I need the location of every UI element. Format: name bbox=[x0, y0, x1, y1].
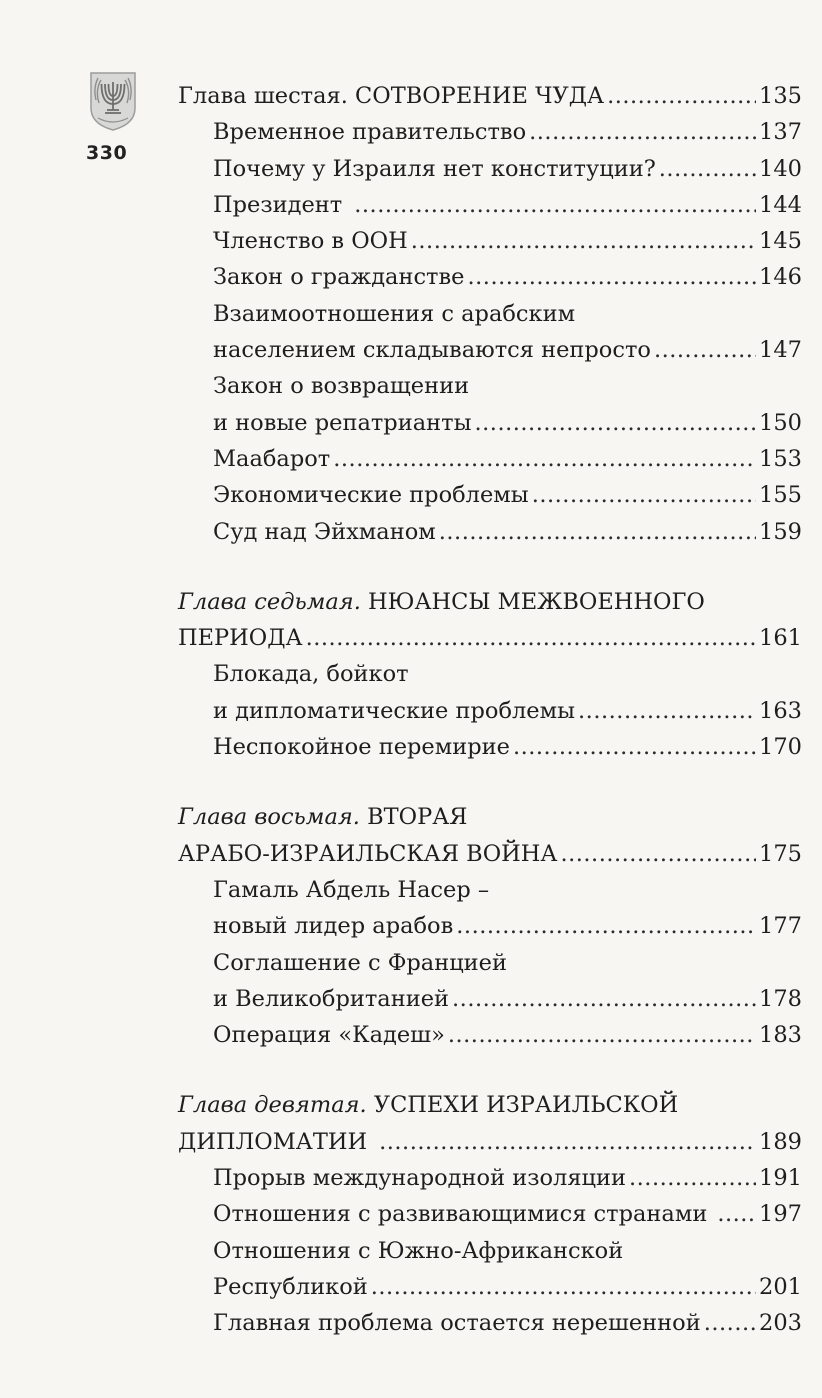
toc-entry-title: Соглашение с Францией bbox=[213, 949, 507, 976]
toc-entry bbox=[178, 729, 802, 765]
toc-entry-title: новый лидер арабов bbox=[213, 913, 454, 940]
toc-entry bbox=[178, 908, 802, 944]
toc-page-number: 135 bbox=[759, 83, 802, 109]
toc-leader-dots bbox=[456, 908, 756, 944]
toc-leader-dots bbox=[578, 693, 756, 729]
toc-entry-line bbox=[178, 872, 802, 908]
toc-page-number: 140 bbox=[759, 155, 802, 182]
toc-leader-dots bbox=[654, 332, 756, 368]
toc-entry-line bbox=[178, 945, 802, 981]
toc-page-number: 146 bbox=[759, 264, 802, 291]
toc-entry-line bbox=[178, 368, 802, 404]
toc-leader-dots bbox=[411, 223, 756, 259]
toc-entry-title: Главная проблема остается нерешенной bbox=[213, 1310, 701, 1337]
toc-entry-title: Гамаль Абдель Насер – bbox=[213, 876, 490, 903]
toc-entry bbox=[178, 514, 802, 550]
toc-entry bbox=[178, 1017, 802, 1053]
toc-entry bbox=[178, 477, 802, 513]
toc-chapter-8 bbox=[178, 836, 802, 872]
toc-leader-dots bbox=[452, 981, 756, 1017]
toc-chapter-7-line-1 bbox=[178, 584, 802, 620]
toc-entry-title: Почему у Израиля нет конституции? bbox=[213, 155, 656, 182]
toc-leader-dots bbox=[468, 259, 757, 295]
toc-chapter-6 bbox=[178, 78, 802, 114]
toc-page-number: 203 bbox=[759, 1310, 802, 1337]
toc-leader-dots bbox=[629, 1160, 756, 1196]
toc-page-number: 153 bbox=[759, 445, 802, 472]
toc-page-number: 147 bbox=[759, 337, 802, 364]
toc-chapter-label: Глава восьмая. bbox=[178, 804, 360, 831]
toc-page-number: 159 bbox=[759, 518, 802, 545]
table-of-contents bbox=[178, 78, 802, 1342]
toc-entry-title: и дипломатические проблемы bbox=[213, 697, 576, 724]
toc-leader-dots bbox=[379, 1124, 756, 1160]
toc-leader-dots bbox=[306, 620, 756, 656]
toc-page-number: 183 bbox=[759, 1022, 802, 1049]
toc-leader-dots bbox=[560, 836, 756, 872]
toc-page-number: 175 bbox=[759, 840, 802, 867]
toc-entry-title: Прорыв международной изоляции bbox=[213, 1165, 626, 1192]
toc-chapter-8-line-1 bbox=[178, 799, 802, 835]
toc-entry bbox=[178, 1160, 802, 1196]
toc-entry-title: Членство в ООН bbox=[213, 228, 408, 255]
toc-entry-title: Республикой bbox=[213, 1273, 368, 1300]
page-number: 330 bbox=[86, 142, 128, 164]
toc-page-number: 161 bbox=[759, 625, 802, 652]
toc-page-number: 177 bbox=[759, 913, 802, 940]
toc-leader-dots bbox=[448, 1017, 756, 1053]
toc-leader-dots bbox=[532, 477, 756, 513]
toc-leader-dots bbox=[659, 151, 756, 187]
toc-leader-dots bbox=[607, 78, 756, 114]
toc-leader-dots bbox=[354, 187, 756, 223]
toc-entry bbox=[178, 151, 802, 187]
toc-chapter-9 bbox=[178, 1124, 802, 1160]
toc-leader-dots bbox=[513, 729, 756, 765]
toc-entry-title: населением складываются непросто bbox=[213, 337, 651, 364]
toc-chapter-9-line-1 bbox=[178, 1087, 802, 1123]
toc-entry-title: Суд над Эйхманом bbox=[213, 518, 436, 545]
toc-leader-dots bbox=[474, 405, 756, 441]
toc-page-number: 137 bbox=[759, 119, 802, 146]
toc-entry-title: Закон о гражданстве bbox=[213, 264, 465, 291]
toc-entry-title: Закон о возвращении bbox=[213, 373, 470, 400]
toc-page-number: 150 bbox=[759, 409, 802, 436]
toc-entry bbox=[178, 405, 802, 441]
toc-chapter-7 bbox=[178, 620, 802, 656]
toc-chapter-title: Глава шестая. СОТВОРЕНИЕ ЧУДА bbox=[178, 83, 605, 109]
toc-entry bbox=[178, 332, 802, 368]
toc-page-number: 155 bbox=[759, 482, 802, 509]
toc-entry bbox=[178, 981, 802, 1017]
toc-chapter-title-part: НЮАНСЫ МЕЖВОЕННОГО bbox=[368, 588, 705, 615]
toc-page-number: 178 bbox=[759, 985, 802, 1012]
toc-entry bbox=[178, 1196, 802, 1232]
toc-entry-title: Экономические проблемы bbox=[213, 482, 529, 509]
toc-entry-title: Блокада, бойкот bbox=[213, 661, 409, 688]
toc-entry-title: Операция «Кадеш» bbox=[213, 1022, 445, 1049]
toc-entry bbox=[178, 693, 802, 729]
toc-entry-title: Неспокойное перемирие bbox=[213, 734, 510, 761]
toc-entry bbox=[178, 1305, 802, 1341]
toc-entry-title: Взаимоотношения с арабским bbox=[213, 300, 576, 327]
toc-chapter-title bbox=[178, 1087, 678, 1123]
toc-entry bbox=[178, 223, 802, 259]
toc-entry-title: Маабарот bbox=[213, 445, 331, 472]
toc-entry bbox=[178, 187, 802, 223]
toc-chapter-title-part: УСПЕХИ ИЗРАИЛЬСКОЙ bbox=[373, 1092, 679, 1119]
toc-chapter-title-part: АРАБО-ИЗРАИЛЬСКАЯ ВОЙНА bbox=[178, 840, 558, 867]
toc-chapter-label: Глава седьмая. bbox=[178, 588, 361, 615]
toc-entry-title: Президент bbox=[213, 191, 343, 218]
toc-page-number: 144 bbox=[759, 191, 802, 218]
toc-leader-dots bbox=[529, 114, 756, 150]
toc-entry-title: и Великобританией bbox=[213, 985, 450, 1012]
toc-entry bbox=[178, 441, 802, 477]
toc-leader-dots bbox=[333, 441, 756, 477]
toc-page-number: 197 bbox=[759, 1201, 802, 1228]
toc-entry-title: Временное правительство bbox=[213, 119, 527, 146]
toc-entry-title: Отношения с Южно-Африканской bbox=[213, 1237, 624, 1264]
menorah-emblem-icon bbox=[88, 70, 138, 132]
toc-page-number: 170 bbox=[759, 734, 802, 761]
toc-entry bbox=[178, 1269, 802, 1305]
toc-entry-line bbox=[178, 296, 802, 332]
toc-chapter-title bbox=[178, 584, 705, 620]
toc-entry bbox=[178, 114, 802, 150]
toc-chapter-title-part: ПЕРИОДА bbox=[178, 625, 303, 652]
toc-leader-dots bbox=[439, 514, 756, 550]
toc-page-number: 163 bbox=[759, 697, 802, 724]
toc-page-number: 145 bbox=[759, 228, 802, 255]
toc-entry bbox=[178, 259, 802, 295]
toc-leader-dots bbox=[371, 1269, 756, 1305]
toc-leader-dots bbox=[717, 1196, 756, 1232]
toc-entry-title: и новые репатрианты bbox=[213, 409, 472, 436]
toc-page-number: 189 bbox=[759, 1128, 802, 1155]
toc-entry-line bbox=[178, 1233, 802, 1269]
toc-leader-dots bbox=[704, 1305, 756, 1341]
toc-page-number: 191 bbox=[759, 1165, 802, 1192]
toc-chapter-title-part: ВТОРАЯ bbox=[367, 804, 468, 831]
toc-page-number: 201 bbox=[759, 1273, 802, 1300]
toc-chapter-title bbox=[178, 799, 467, 835]
toc-entry-title: Отношения с развивающимися странами bbox=[213, 1201, 708, 1228]
toc-chapter-title-part: ДИПЛОМАТИИ bbox=[178, 1128, 368, 1155]
toc-chapter-label: Глава девятая. bbox=[178, 1092, 367, 1119]
toc-entry-line bbox=[178, 656, 802, 692]
